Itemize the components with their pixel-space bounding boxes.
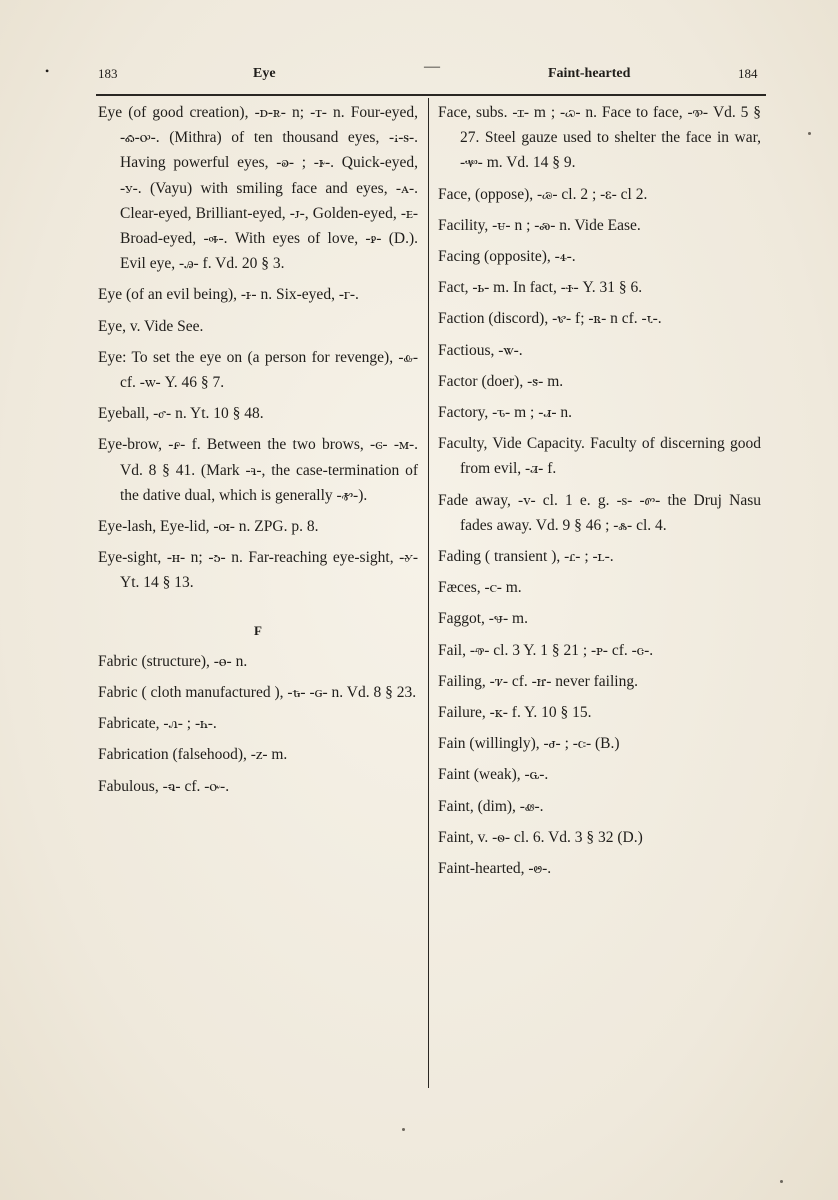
entry-fabric-cloth: Fabric ( cloth manufactured ), ‑ꮏ‑ ‑ꮐ‑ n. Vd. 8 § 23. (98, 684, 417, 702)
entry-face-oppose: Face, (oppose), ‑ꮚ‑ cl. 2 ; ‑ꮛ‑ cl 2. (438, 185, 648, 203)
entry-face-subs: Face, subs. ‑ꮖ‑ m ; ‑ꮗ‑ n. Face to face, ‑ꮘ‑ Vd. 5 § 27. Steel gauze used to shelter the face in war, ‑ꮙ‑ m. Vd. 14 § 9. (438, 104, 761, 172)
entry-eye-sight: Eye-sight, ‑ꮋ‑ n; ‑ꮌ‑ n. Far-reaching eye-sight, ‑ꮍ‑ Yt. 14 § 13. (98, 549, 418, 592)
entry-fabric-structure: Fabric (structure), ‑ꮎ‑ n. (98, 652, 248, 670)
entry-fail: Fail, ‑ꮱ‑ cl. 3 Y. 1 § 21 ; ‑ꮲ‑ cf. ‑ꮳ‑. (438, 641, 654, 659)
entry-fabricate: Fabricate, ‑ꮑ‑ ; ‑ꮒ‑. (98, 715, 217, 733)
entry-failing: Failing, ‑ꮴ‑ cf. ‑ꮵ‑ never failing. (438, 672, 638, 690)
entry-eye-verb: Eye, v. Vide See. (98, 317, 204, 335)
header-rule (96, 94, 766, 96)
entry-eye-good: Eye (of good creation), ‑ꭰ‑ꭱ‑ n; ‑ꭲ‑ n. Four-eyed, ‑ꭳ‑ꭴ‑. (Mithra) of ten thousand eyes, ‑ꭵ‑ꭶ‑. Having powerful eyes, ‑ꭷ‑ ; ‑ꭸ‑. Quick-eyed, ‑ꭹ‑. (Vayu) with smiling face and eyes, ‑ꭺ‑. Clear-eyed, Brilliant-eyed, ‑ꭻ‑, Golden-eyed, ‑ꭼ‑ Broad-eyed, ‑ꭽ‑. With eyes of love, ‑ꭾ‑ (D.). Evil eye, ‑ꭿ‑ f. Vd. 20 § 3. (98, 104, 418, 273)
entry-eye-lash: Eye-lash, Eye-lid, ‑ꮊ‑ n. ZPG. p. 8. (98, 518, 319, 536)
entry-factory: Factory, ‑ꮦ‑ m ; ‑ꮧ‑ n. (438, 404, 573, 422)
entry-facing: Facing (opposite), ‑ꮞ‑. (438, 248, 576, 266)
entry-failure: Failure, ‑ꮶ‑ f. Y. 10 § 15. (438, 704, 592, 722)
entry-fain: Fain (willingly), ‑ꮷ‑ ; ‑ꮸ‑ (B.) (438, 735, 620, 753)
entry-factor: Factor (doer), ‑ꮥ‑ m. (438, 372, 564, 390)
entry-faint-dim: Faint, (dim), ‑ꮺ‑. (438, 797, 544, 815)
entry-eyeball: Eyeball, ‑ꮄ‑ n. Yt. 10 § 48. (98, 405, 264, 423)
header-dash: — (424, 58, 440, 75)
entry-faint-hearted: Faint-hearted, ‑ꮼ‑. (438, 860, 552, 878)
entry-faint-verb: Faint, v. ‑ꮻ‑ cl. 6. Vd. 3 § 32 (D.) (438, 828, 643, 846)
entry-fact: Fact, ‑ꮟ‑ m. In fact, ‑ꮠ‑ Y. 31 § 6. (438, 279, 643, 297)
entry-faeces: Fæces, ‑ꮯ‑ m. (438, 579, 522, 597)
entry-factious: Factious, ‑ꮤ‑. (438, 341, 523, 359)
entry-fading: Fading ( transient ), ‑ꮭ‑ ; ‑ꮮ‑. (438, 548, 614, 566)
entry-fabulous: Fabulous, ‑ꮔ‑ cf. ‑ꮕ‑. (98, 777, 230, 795)
right-column (438, 100, 761, 887)
paper-speck (808, 132, 811, 135)
entry-faint-weak: Faint (weak), ‑ꮹ‑. (438, 766, 549, 784)
entry-fabrication: Fabrication (falsehood), ‑ꮓ‑ m. (98, 746, 288, 764)
section-letter-f: F (254, 622, 262, 638)
left-column (98, 100, 418, 805)
entry-facility: Facility, ‑ꮜ‑ n ; ‑ꮝ‑ n. Vide Ease. (438, 216, 641, 234)
column-divider (428, 98, 429, 1088)
entry-eye-evil: Eye (of an evil being), ‑ꮀ‑ n. Six-eyed, ‑ꮁ‑. (98, 286, 359, 304)
header-word-right: Faint-hearted (548, 66, 631, 81)
paper-speck (780, 1180, 783, 1183)
margin-dot: • (45, 64, 50, 78)
entry-fade-away: Fade away, ‑ꮩ‑ cl. 1 e. g. ‑ꮪ‑ ‑ꮫ‑ the Druj Nasu fades away. Vd. 9 § 46 ; ‑ꮬ‑ cl. 4. (438, 491, 761, 534)
page-number-left: 183 (98, 66, 118, 81)
entry-eye-brow: Eye-brow, ‑ꮅ‑ f. Between the two brows, ‑ꮆ‑ ‑ꮇ‑. Vd. 8 § 41. (Mark ‑ꮈ‑, the case-termination of the dative dual, which is generally ‑ꮉ‑). (98, 436, 418, 504)
paper-speck (402, 1128, 405, 1131)
entry-faggot: Faggot, ‑ꮰ‑ m. (438, 610, 528, 628)
entry-eye-revenge: Eye: To set the eye on (a person for revenge), ‑ꮂ‑ cf. ‑ꮃ‑ Y. 46 § 7. (98, 348, 418, 392)
entry-faction: Faction (discord), ‑ꮡ‑ f; ‑ꮢ‑ n cf. ‑ꮣ‑. (438, 310, 662, 328)
page-number-right: 184 (738, 66, 758, 81)
header-word-left: Eye (253, 66, 276, 81)
entry-faculty: Faculty, Vide Capacity. Faculty of discerning good from evil, ‑ꮨ‑ f. (438, 435, 761, 478)
